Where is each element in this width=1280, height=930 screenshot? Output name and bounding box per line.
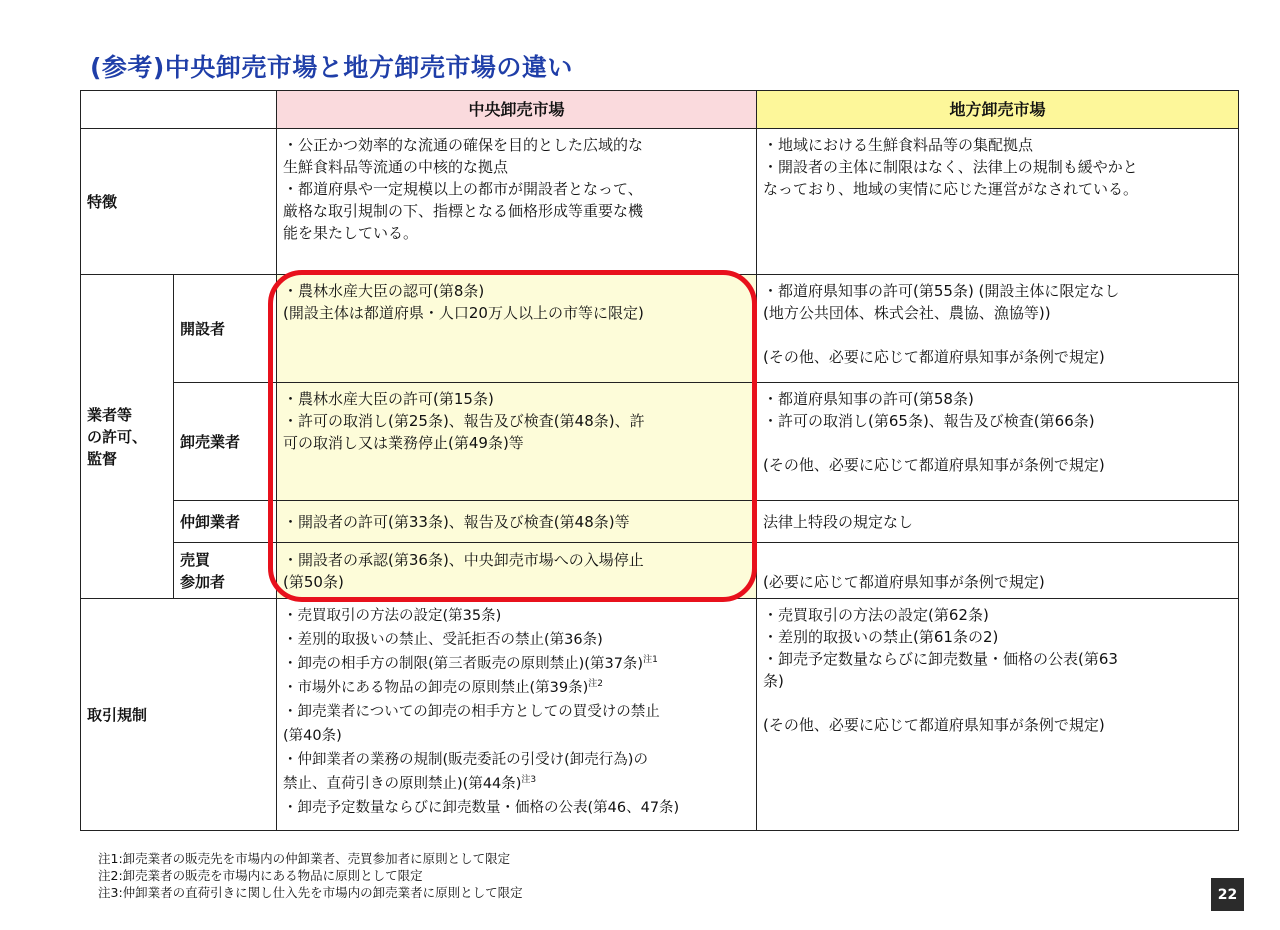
features-central-line: 生鮮食料品等流通の中核的な拠点: [283, 158, 509, 176]
participant-central-line: (第50条): [283, 572, 344, 591]
founder-central-line: ・農林水産大臣の認可(第8条): [283, 282, 485, 300]
trade-local-line: ・差別的取扱いの禁止(第61条の2): [763, 628, 999, 646]
page-title: (参考)中央卸売市場と地方卸売市場の違い: [90, 53, 573, 82]
features-central-line: ・公正かつ効率的な流通の確保を目的とした広域的な: [283, 136, 644, 154]
intermediate-central-cell: ・開設者の許可(第33条)、報告及び検査(第48条)等: [277, 501, 757, 543]
founder-central-line: (開設主体は都道府県・人口20万人以上の市等に限定): [283, 304, 644, 322]
founder-central-cell: [277, 275, 757, 383]
trade-central-line: ・卸売業者についての卸売の相手方としての買受けの禁止: [283, 704, 660, 720]
trade-central-line: (第40条): [283, 728, 342, 744]
features-local-line: なっており、地域の実情に応じた運営がなされている。: [763, 180, 1139, 198]
features-local-line: ・地域における生鮮食料品等の集配拠点: [763, 136, 1034, 154]
trade-central-line: ・卸売予定数量ならびに卸売数量・価格の公表(第46、47条): [283, 800, 680, 816]
participant-local-line: (必要に応じて都道府県知事が条例で規定): [763, 573, 1045, 591]
trade-central-line: ・卸売の相手方の制限(第三者販売の原則禁止)(第37条)$^{注1}$: [283, 655, 658, 672]
participant-local-cell: [757, 543, 1239, 599]
footnote: 注1:卸売業者の販売先を市場内の仲卸業者、売買参加者に原則として限定: [98, 851, 511, 866]
sublabel-trade-participant: [174, 543, 277, 599]
trade-central-line: ・市場外にある物品の卸売の原則禁止(第39条)$^{注2}$: [283, 679, 603, 696]
features-central-line: 能を果たしている。: [283, 224, 419, 242]
trade-local-line: ・卸売予定数量ならびに卸売数量・価格の公表(第63: [763, 650, 1118, 668]
page-number: 22: [1211, 878, 1244, 911]
sublabel-wholesaler: 卸売業者: [174, 383, 277, 501]
licensing-label-line: 業者等: [87, 405, 133, 424]
wholesaler-central-line: ・農林水産大臣の許可(第15条): [283, 390, 494, 408]
wholesaler-local-line: ・都道府県知事の許可(第58条): [763, 390, 974, 408]
founder-local-line: (その他、必要に応じて都道府県知事が条例で規定): [763, 348, 1105, 366]
trade-local-cell: [757, 599, 1239, 831]
features-central-line: 厳格な取引規制の下、指標となる価格形成等重要な機: [283, 202, 644, 220]
founder-local-line: ・都道府県知事の許可(第55条) (開設主体に限定なし: [763, 282, 1120, 300]
trade-central-line: ・仲卸業者の業務の規制(販売委託の引受け(卸売行為)の: [283, 752, 648, 768]
footnote-marker: 注2: [588, 679, 603, 690]
comparison-table: [80, 90, 1239, 831]
licensing-label-line: の許可、: [87, 427, 148, 446]
wholesaler-local-line: ・許可の取消し(第65条)、報告及び検査(第66条): [763, 412, 1095, 430]
features-central-cell: [277, 129, 757, 275]
header-empty-cell: [81, 91, 277, 129]
sublabel-intermediate-wholesaler: 仲卸業者: [174, 501, 277, 543]
header-central-market: 中央卸売市場: [277, 91, 757, 129]
trade-local-line: ・売買取引の方法の設定(第62条): [763, 606, 989, 624]
wholesaler-central-line: 可の取消し又は業務停止(第49条)等: [283, 434, 524, 452]
founder-local-line: (地方公共団体、株式会社、農協、漁協等)): [763, 304, 1051, 322]
footnote-marker: 注3: [521, 775, 537, 786]
sublabel-founder: 開設者: [174, 275, 277, 383]
features-local-cell: [757, 129, 1239, 275]
trade-local-line: (その他、必要に応じて都道府県知事が条例で規定): [763, 716, 1105, 734]
trade-local-line: 条): [763, 672, 784, 690]
features-central-line: ・都道府県や一定規模以上の都市が開設者となって、: [283, 180, 643, 198]
intermediate-local-cell: 法律上特段の規定なし: [757, 501, 1239, 543]
trade-central-line: 禁止、直荷引きの原則禁止)(第44条)$^{注3}$: [283, 775, 537, 792]
wholesaler-central-cell: [277, 383, 757, 501]
wholesaler-local-cell: [757, 383, 1239, 501]
participant-label-line: 参加者: [180, 572, 226, 591]
footnote-marker: 注1: [643, 655, 658, 666]
trade-central-cell: [277, 599, 757, 831]
row-label-features: 特徴: [81, 129, 277, 275]
trade-central-line: ・差別的取扱いの禁止、受託拒否の禁止(第36条): [283, 632, 603, 648]
footnotes: [98, 850, 523, 901]
wholesaler-central-line: ・許可の取消し(第25条)、報告及び検査(第48条)、許: [283, 412, 645, 430]
row-label-trade-regulation: 取引規制: [81, 599, 277, 831]
footnote: 注2:卸売業者の販売を市場内にある物品に原則として限定: [98, 868, 423, 883]
participant-central-line: ・開設者の承認(第36条)、中央卸売市場への入場停止: [283, 550, 644, 569]
features-local-line: ・開設者の主体に制限はなく、法律上の規制も緩やかと: [763, 158, 1138, 176]
participant-central-cell: [277, 543, 757, 599]
row-label-licensing: [81, 275, 174, 599]
licensing-label-line: 監督: [87, 449, 118, 468]
trade-central-line: ・売買取引の方法の設定(第35条): [283, 608, 502, 624]
participant-label-line: 売買: [180, 550, 211, 569]
wholesaler-local-line: (その他、必要に応じて都道府県知事が条例で規定): [763, 456, 1105, 474]
header-local-market: 地方卸売市場: [757, 91, 1239, 129]
founder-local-cell: [757, 275, 1239, 383]
footnote: 注3:仲卸業者の直荷引きに関し仕入先を市場内の卸売業者に原則として限定: [98, 885, 523, 900]
